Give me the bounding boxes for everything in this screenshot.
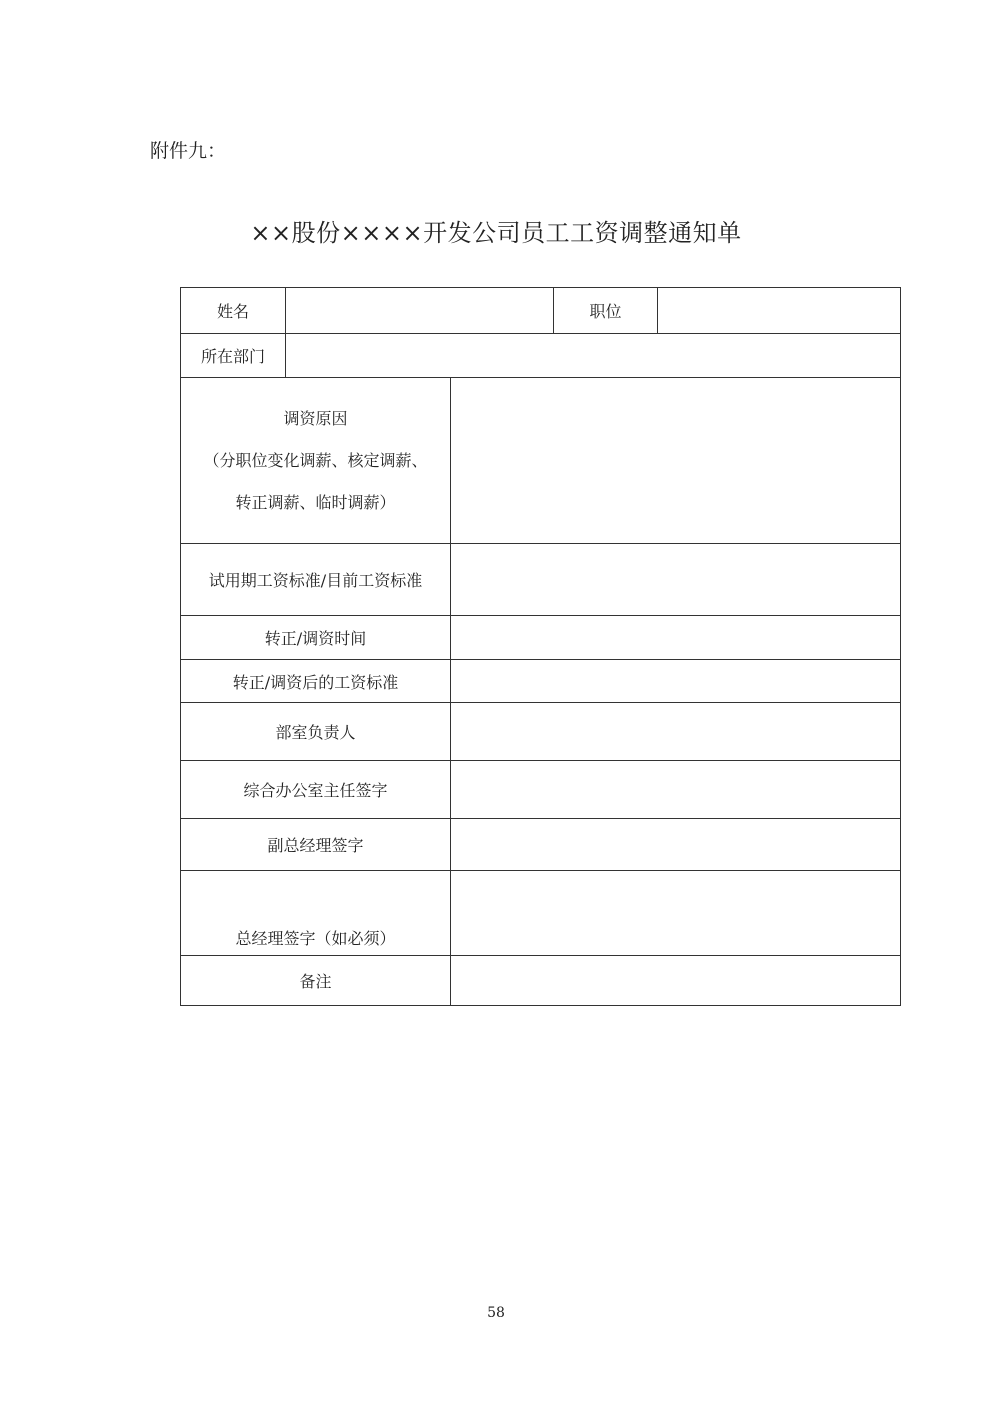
- department-label: 所在部门: [181, 334, 286, 378]
- deputy-gm-label: 副总经理签字: [181, 819, 451, 871]
- attachment-label: 附件九：: [150, 140, 227, 162]
- office-director-label: 综合办公室主任签字: [181, 761, 451, 819]
- salary-adjustment-form: [180, 287, 901, 1006]
- office-director-value[interactable]: [451, 761, 901, 819]
- remarks-label: 备注: [181, 956, 451, 1006]
- time-label: 转正/调资时间: [181, 616, 451, 660]
- reason-value[interactable]: [451, 378, 901, 544]
- reason-label: [181, 378, 451, 544]
- reason-label-line2: （分职位变化调薪、核定调薪、: [203, 450, 428, 470]
- time-value[interactable]: [451, 616, 901, 660]
- gm-value[interactable]: [451, 871, 901, 956]
- name-value[interactable]: [286, 288, 554, 334]
- standard-value[interactable]: [451, 544, 901, 616]
- dept-head-value[interactable]: [451, 703, 901, 761]
- reason-label-line1: 调资原因: [283, 408, 348, 428]
- remarks-value[interactable]: [451, 956, 901, 1006]
- new-standard-label: 转正/调资后的工资标准: [181, 660, 451, 703]
- department-value[interactable]: [286, 334, 901, 378]
- position-value[interactable]: [658, 288, 901, 334]
- position-label: 职位: [554, 288, 658, 334]
- form-title: ××股份××××开发公司员工工资调整通知单: [250, 219, 742, 247]
- page-number: 58: [487, 1305, 505, 1321]
- name-label: 姓名: [181, 288, 286, 334]
- reason-label-line3: 转正调薪、临时调薪）: [235, 492, 396, 512]
- gm-label: 总经理签字（如必须）: [181, 871, 451, 956]
- dept-head-label: 部室负责人: [181, 703, 451, 761]
- standard-label: 试用期工资标准/目前工资标准: [181, 544, 451, 616]
- deputy-gm-value[interactable]: [451, 819, 901, 871]
- new-standard-value[interactable]: [451, 660, 901, 703]
